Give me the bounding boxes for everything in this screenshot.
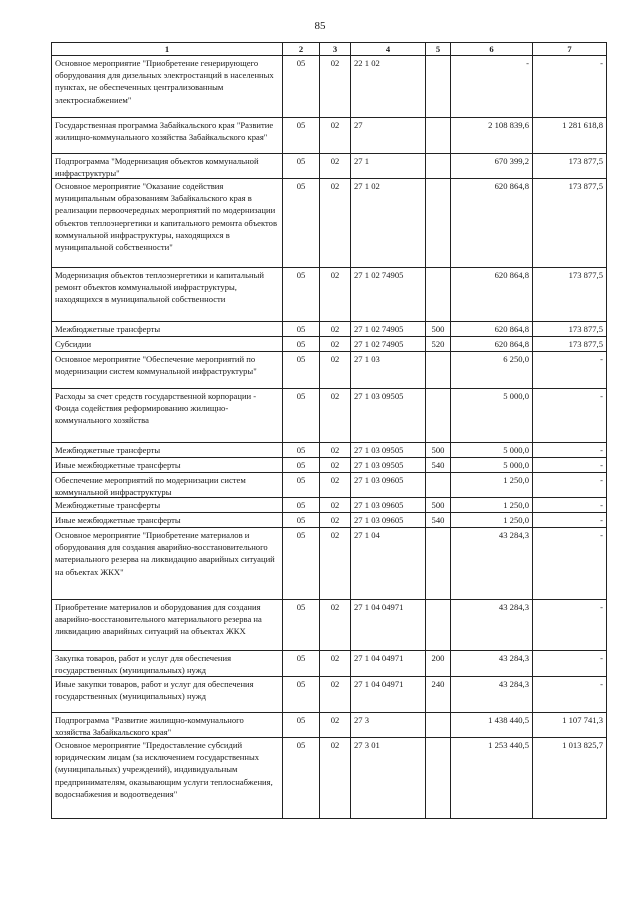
row-value-cell-c7: - <box>533 352 607 389</box>
row-value-cell-c4: 22 1 02 <box>351 56 426 118</box>
row-value-cell-c7: 173 877,5 <box>533 154 607 179</box>
budget-table <box>51 42 607 819</box>
table-row <box>52 458 607 473</box>
row-value-cell-c6: 670 399,2 <box>451 154 533 179</box>
col-header: 2 <box>283 43 320 56</box>
row-value-cell-c7: - <box>533 513 607 528</box>
row-value-cell-c4: 27 1 03 09505 <box>351 458 426 473</box>
row-value-cell-c6: 6 250,0 <box>451 352 533 389</box>
row-value-cell-c3: 02 <box>320 118 351 154</box>
table-row <box>52 498 607 513</box>
table-row <box>52 352 607 389</box>
col-header: 6 <box>451 43 533 56</box>
row-value-cell-c6: 620 864,8 <box>451 179 533 268</box>
row-name-cell: Подпрограмма "Модернизация объектов коммунальной инфраструктуры" <box>52 154 283 179</box>
row-name-cell: Межбюджетные трансферты <box>52 322 283 337</box>
row-value-cell-c2: 05 <box>283 498 320 513</box>
row-value-cell-c5: 500 <box>426 322 451 337</box>
row-value-cell-c2: 05 <box>283 352 320 389</box>
row-name-cell: Основное мероприятие "Приобретение генерирующего оборудования для дизельных электростанций в населенных пунктах, не обеспеченных централизованным электроснабжением" <box>52 56 283 118</box>
row-value-cell-c5: 200 <box>426 651 451 677</box>
row-value-cell-c7: 1 281 618,8 <box>533 118 607 154</box>
col-header: 5 <box>426 43 451 56</box>
row-value-cell-c3: 02 <box>320 443 351 458</box>
row-value-cell-c5 <box>426 528 451 600</box>
row-value-cell-c7: - <box>533 677 607 713</box>
row-value-cell-c7: - <box>533 651 607 677</box>
row-value-cell-c7: - <box>533 389 607 443</box>
row-value-cell-c2: 05 <box>283 268 320 322</box>
row-value-cell-c3: 02 <box>320 600 351 651</box>
row-value-cell-c3: 02 <box>320 738 351 819</box>
row-value-cell-c2: 05 <box>283 528 320 600</box>
row-name-cell: Основное мероприятие "Предоставление субсидий юридическим лицам (за исключением государственных (муниципальных) учреждений), индивидуальным предпринимателям, оказывающим услуги теплоснабжения, водоснабжения и водоотведения" <box>52 738 283 819</box>
row-name-cell: Межбюджетные трансферты <box>52 498 283 513</box>
row-value-cell-c6: 620 864,8 <box>451 268 533 322</box>
row-value-cell-c5 <box>426 473 451 498</box>
table-row <box>52 738 607 819</box>
row-value-cell-c5 <box>426 118 451 154</box>
row-value-cell-c6: - <box>451 56 533 118</box>
row-value-cell-c6: 43 284,3 <box>451 651 533 677</box>
row-value-cell-c4: 27 3 01 <box>351 738 426 819</box>
row-name-cell: Иные межбюджетные трансферты <box>52 458 283 473</box>
row-value-cell-c4: 27 1 04 04971 <box>351 600 426 651</box>
row-value-cell-c6: 5 000,0 <box>451 443 533 458</box>
table-row <box>52 337 607 352</box>
col-header: 3 <box>320 43 351 56</box>
row-name-cell: Иные межбюджетные трансферты <box>52 513 283 528</box>
row-value-cell-c3: 02 <box>320 268 351 322</box>
row-value-cell-c7: 1 013 825,7 <box>533 738 607 819</box>
row-value-cell-c5: 500 <box>426 443 451 458</box>
row-value-cell-c3: 02 <box>320 352 351 389</box>
row-value-cell-c7: 173 877,5 <box>533 322 607 337</box>
row-value-cell-c5 <box>426 154 451 179</box>
table-row <box>52 268 607 322</box>
row-value-cell-c5 <box>426 56 451 118</box>
table-row <box>52 713 607 738</box>
row-value-cell-c3: 02 <box>320 389 351 443</box>
row-value-cell-c3: 02 <box>320 154 351 179</box>
row-name-cell: Обеспечение мероприятий по модернизации систем коммунальной инфраструктуры <box>52 473 283 498</box>
row-value-cell-c3: 02 <box>320 677 351 713</box>
row-value-cell-c2: 05 <box>283 389 320 443</box>
page-number: 85 <box>314 20 326 32</box>
row-value-cell-c7: 173 877,5 <box>533 337 607 352</box>
row-value-cell-c2: 05 <box>283 738 320 819</box>
row-value-cell-c6: 620 864,8 <box>451 322 533 337</box>
table-row <box>52 528 607 600</box>
row-value-cell-c6: 43 284,3 <box>451 528 533 600</box>
row-value-cell-c7: - <box>533 443 607 458</box>
row-value-cell-c2: 05 <box>283 443 320 458</box>
row-value-cell-c4: 27 3 <box>351 713 426 738</box>
row-value-cell-c6: 1 250,0 <box>451 473 533 498</box>
row-value-cell-c5 <box>426 389 451 443</box>
row-value-cell-c6: 620 864,8 <box>451 337 533 352</box>
row-value-cell-c4: 27 <box>351 118 426 154</box>
row-value-cell-c6: 1 438 440,5 <box>451 713 533 738</box>
row-value-cell-c2: 05 <box>283 473 320 498</box>
row-value-cell-c3: 02 <box>320 713 351 738</box>
table-row <box>52 473 607 498</box>
row-value-cell-c7: - <box>533 600 607 651</box>
row-value-cell-c4: 27 1 <box>351 154 426 179</box>
row-name-cell: Основное мероприятие "Оказание содействия муниципальным образованиям Забайкальского края в реализации первоочередных мероприятий по модернизации объектов теплоэнергетики и капитального ремонта объектов коммунальной инфраструктуры, находящихся в муниципальной собственности" <box>52 179 283 268</box>
row-value-cell-c7: - <box>533 498 607 513</box>
table-row <box>52 513 607 528</box>
row-name-cell: Государственная программа Забайкальского края "Развитие жилищно-коммунального хозяйства Забайкальского края" <box>52 118 283 154</box>
row-value-cell-c3: 02 <box>320 513 351 528</box>
table-row <box>52 118 607 154</box>
table-row <box>52 651 607 677</box>
row-value-cell-c7: 173 877,5 <box>533 179 607 268</box>
row-value-cell-c6: 1 253 440,5 <box>451 738 533 819</box>
row-value-cell-c5 <box>426 179 451 268</box>
row-value-cell-c5: 540 <box>426 513 451 528</box>
row-value-cell-c5 <box>426 713 451 738</box>
table-row <box>52 677 607 713</box>
row-value-cell-c4: 27 1 03 09505 <box>351 389 426 443</box>
row-value-cell-c3: 02 <box>320 337 351 352</box>
col-header: 4 <box>351 43 426 56</box>
row-value-cell-c4: 27 1 04 04971 <box>351 651 426 677</box>
row-value-cell-c4: 27 1 04 <box>351 528 426 600</box>
row-value-cell-c2: 05 <box>283 600 320 651</box>
row-value-cell-c5: 240 <box>426 677 451 713</box>
row-value-cell-c2: 05 <box>283 677 320 713</box>
row-value-cell-c2: 05 <box>283 513 320 528</box>
row-value-cell-c5 <box>426 268 451 322</box>
row-value-cell-c4: 27 1 03 09605 <box>351 498 426 513</box>
row-name-cell: Расходы за счет средств государственной корпорации - Фонда содействия реформированию жилищно-коммунального хозяйства <box>52 389 283 443</box>
row-value-cell-c4: 27 1 03 09605 <box>351 513 426 528</box>
row-name-cell: Приобретение материалов и оборудования для создания аварийно-восстановительного материального резерва на ликвидацию аварийных ситуаций на объектах ЖКХ <box>52 600 283 651</box>
row-value-cell-c7: 173 877,5 <box>533 268 607 322</box>
row-value-cell-c2: 05 <box>283 154 320 179</box>
row-value-cell-c2: 05 <box>283 179 320 268</box>
row-name-cell: Подпрограмма "Развитие жилищно-коммунального хозяйства Забайкальского края" <box>52 713 283 738</box>
row-value-cell-c4: 27 1 03 09505 <box>351 443 426 458</box>
row-value-cell-c5: 520 <box>426 337 451 352</box>
col-header: 1 <box>52 43 283 56</box>
row-value-cell-c3: 02 <box>320 651 351 677</box>
row-value-cell-c3: 02 <box>320 458 351 473</box>
row-value-cell-c7: - <box>533 473 607 498</box>
row-value-cell-c3: 02 <box>320 56 351 118</box>
row-value-cell-c6: 1 250,0 <box>451 513 533 528</box>
header-row <box>52 43 607 56</box>
row-value-cell-c3: 02 <box>320 473 351 498</box>
row-value-cell-c3: 02 <box>320 528 351 600</box>
row-name-cell: Межбюджетные трансферты <box>52 443 283 458</box>
row-value-cell-c7: - <box>533 528 607 600</box>
row-value-cell-c6: 43 284,3 <box>451 677 533 713</box>
row-name-cell: Модернизация объектов теплоэнергетики и капитальный ремонт объектов коммунальной инфраструктуры, находящихся в муниципальной собственности <box>52 268 283 322</box>
row-value-cell-c2: 05 <box>283 118 320 154</box>
row-value-cell-c4: 27 1 03 <box>351 352 426 389</box>
row-value-cell-c4: 27 1 02 74905 <box>351 322 426 337</box>
row-value-cell-c5 <box>426 352 451 389</box>
row-name-cell: Закупка товаров, работ и услуг для обеспечения государственных (муниципальных) нужд <box>52 651 283 677</box>
col-header: 7 <box>533 43 607 56</box>
row-value-cell-c4: 27 1 03 09605 <box>351 473 426 498</box>
row-value-cell-c6: 5 000,0 <box>451 458 533 473</box>
row-value-cell-c5: 500 <box>426 498 451 513</box>
row-value-cell-c6: 43 284,3 <box>451 600 533 651</box>
table-row <box>52 389 607 443</box>
row-value-cell-c3: 02 <box>320 322 351 337</box>
table-row <box>52 443 607 458</box>
row-name-cell: Основное мероприятие "Приобретение материалов и оборудования для создания аварийно-восстановительного материального резерва на ликвидацию аварийных ситуаций на объектах ЖКХ" <box>52 528 283 600</box>
row-value-cell-c5 <box>426 600 451 651</box>
table-row <box>52 179 607 268</box>
row-value-cell-c4: 27 1 04 04971 <box>351 677 426 713</box>
row-value-cell-c3: 02 <box>320 498 351 513</box>
row-value-cell-c5 <box>426 738 451 819</box>
row-value-cell-c7: - <box>533 56 607 118</box>
table-row <box>52 154 607 179</box>
row-value-cell-c4: 27 1 02 74905 <box>351 337 426 352</box>
row-name-cell: Основное мероприятие "Обеспечение мероприятий по модернизации систем коммунальной инфраструктуры" <box>52 352 283 389</box>
table-row <box>52 56 607 118</box>
row-value-cell-c6: 1 250,0 <box>451 498 533 513</box>
row-value-cell-c2: 05 <box>283 651 320 677</box>
row-value-cell-c3: 02 <box>320 179 351 268</box>
row-value-cell-c6: 5 000,0 <box>451 389 533 443</box>
row-value-cell-c4: 27 1 02 74905 <box>351 268 426 322</box>
row-name-cell: Субсидии <box>52 337 283 352</box>
row-name-cell: Иные закупки товаров, работ и услуг для обеспечения государственных (муниципальных) нужд <box>52 677 283 713</box>
table-row <box>52 322 607 337</box>
row-value-cell-c2: 05 <box>283 322 320 337</box>
row-value-cell-c2: 05 <box>283 458 320 473</box>
row-value-cell-c2: 05 <box>283 713 320 738</box>
table-row <box>52 600 607 651</box>
row-value-cell-c4: 27 1 02 <box>351 179 426 268</box>
row-value-cell-c6: 2 108 839,6 <box>451 118 533 154</box>
row-value-cell-c7: 1 107 741,3 <box>533 713 607 738</box>
row-value-cell-c2: 05 <box>283 337 320 352</box>
row-value-cell-c5: 540 <box>426 458 451 473</box>
row-value-cell-c7: - <box>533 458 607 473</box>
row-value-cell-c2: 05 <box>283 56 320 118</box>
